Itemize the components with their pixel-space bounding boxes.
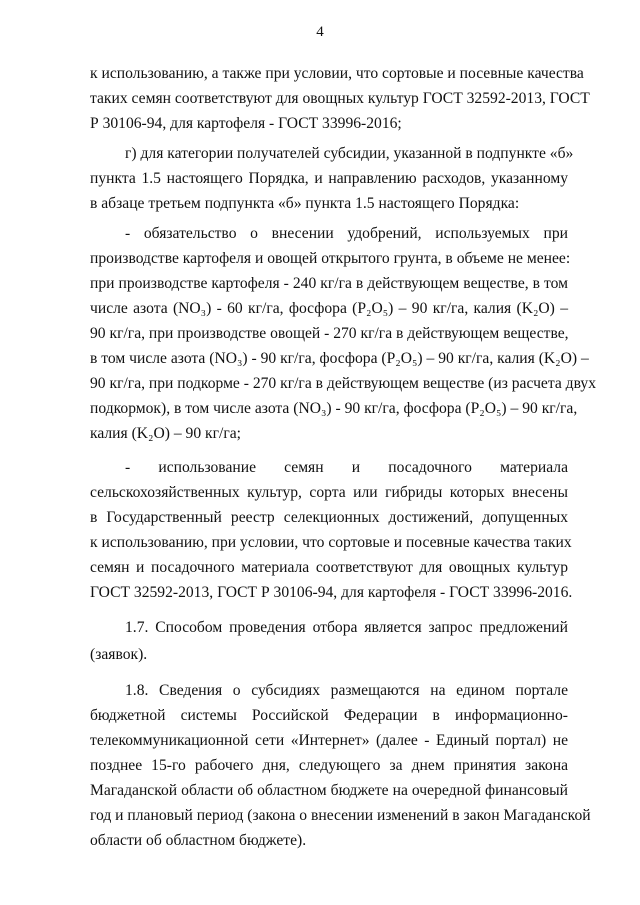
text-line: подкормок), в том числе азота (NO₃) - 90 кг/га, фосфора (P₂O₅) – 90 кг/га, xyxy=(90,400,578,417)
text-line: - использование семян и посадочного материала xyxy=(125,459,568,476)
page-number: 4 xyxy=(316,24,324,40)
text-line: в абзаце третьем подпункта «б» пункта 1.5 настоящего Порядка: xyxy=(90,195,520,212)
text-line: ГОСТ 32592-2013, ГОСТ Р 30106-94, для картофеля - ГОСТ 33996-2016. xyxy=(90,584,573,601)
text-line: - обязательство о внесении удобрений, используемых при xyxy=(125,225,568,242)
text-line: калия (K₂O) – 90 кг/га; xyxy=(90,425,241,442)
text-line: (заявок). xyxy=(90,646,148,663)
text-line: 90 кг/га, при производстве овощей - 270 кг/га в действующем веществе, xyxy=(90,325,569,342)
text-line: при производстве картофеля - 240 кг/га в действующем веществе, в том xyxy=(90,275,568,292)
text-line: бюджетной системы Российской Федерации в информационно- xyxy=(90,707,568,724)
text-line: семян и посадочного материала соответствуют для овощных культур xyxy=(90,559,568,576)
text-line: телекоммуникационной сети «Интернет» (далее - Единый портал) не xyxy=(90,732,568,749)
text-line: к использованию, при условии, что сортовые и посевные качества таких xyxy=(90,534,572,551)
text-line: Магаданской области об областном бюджете на очередной финансовый xyxy=(90,782,568,799)
text-line: пункта 1.5 настоящего Порядка, и направлению расходов, указанному xyxy=(90,170,568,187)
text-line: производстве картофеля и овощей открытого грунта, в объеме не менее: xyxy=(90,250,571,267)
text-line: числе азота (NO₃) - 60 кг/га, фосфора (P₂O₅) – 90 кг/га, калия (K₂O) – xyxy=(90,300,568,317)
text-line: к использованию, а также при условии, что сортовые и посевные качества xyxy=(90,65,584,82)
text-line: 90 кг/га, при подкорме - 270 кг/га в действующем веществе (из расчета двух xyxy=(90,375,597,392)
text-line: 1.7. Способом проведения отбора является запрос предложений xyxy=(125,619,568,636)
text-line: области об областном бюджете). xyxy=(90,832,307,849)
text-line: в том числе азота (NO₃) - 90 кг/га, фосфора (P₂O₅) – 90 кг/га, калия (K₂O) – xyxy=(90,350,589,367)
text-line: позднее 15-го рабочего дня, следующего за днем принятия закона xyxy=(90,757,568,774)
text-line: год и плановый период (закона о внесении изменений в закон Магаданской xyxy=(90,807,591,824)
text-line: в Государственный реестр селекционных достижений, допущенных xyxy=(90,509,568,526)
text-line: таких семян соответствуют для овощных культур ГОСТ 32592-2013, ГОСТ xyxy=(90,90,590,107)
text-line: г) для категории получателей субсидии, указанной в подпункте «б» xyxy=(125,145,574,162)
text-line: Р 30106-94, для картофеля - ГОСТ 33996-2016; xyxy=(90,115,402,132)
text-line: 1.8. Сведения о субсидиях размещаются на едином портале xyxy=(125,682,568,699)
text-line: сельскохозяйственных культур, сорта или гибриды которых внесены xyxy=(90,484,568,501)
